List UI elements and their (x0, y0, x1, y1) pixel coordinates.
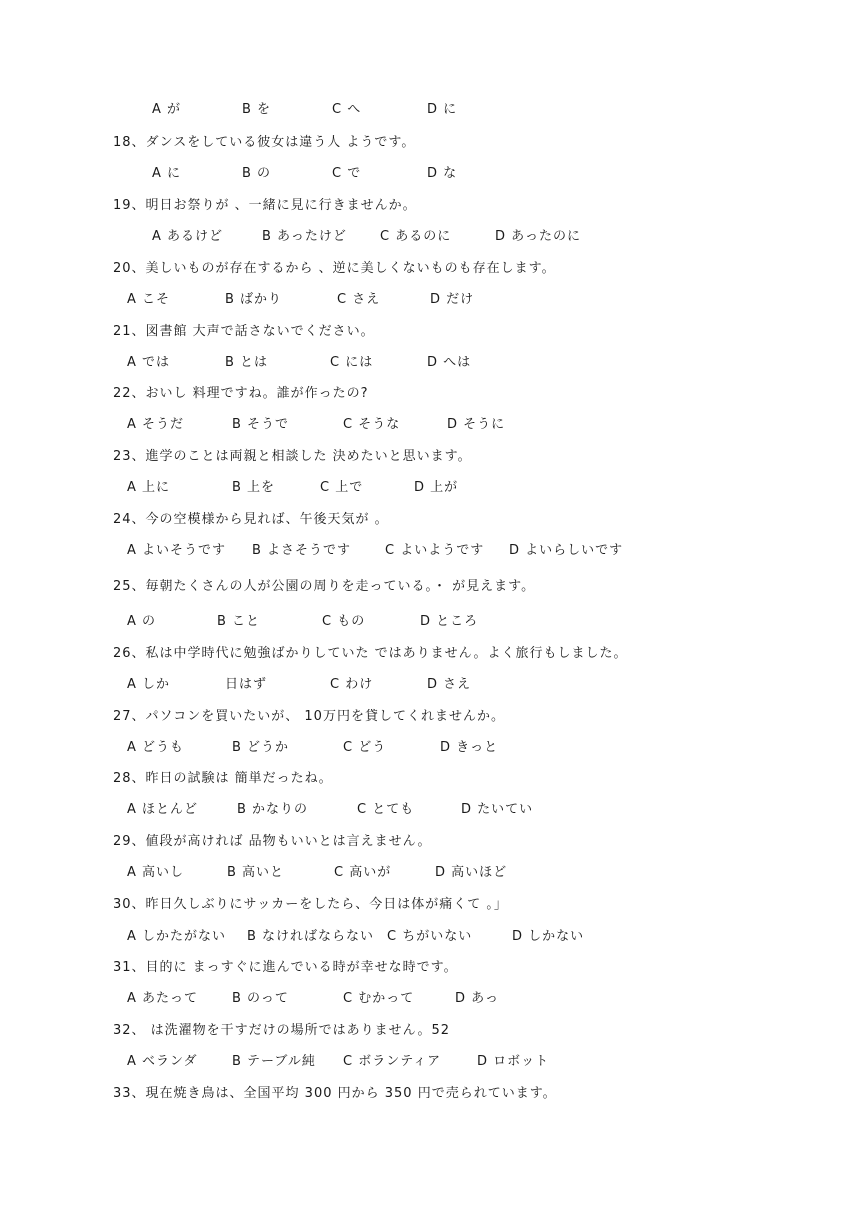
answer-option: C へ (332, 102, 362, 117)
question-text: 23、進学のことは両親と相談した 決めたいと思います。 (113, 449, 472, 464)
question-text: 20、美しいものが存在するから 、逆に美しくないものも存在します。 (113, 261, 556, 276)
answer-option: C には (330, 355, 374, 370)
answer-option: D そうに (447, 417, 506, 432)
answer-option: D よいらしいです (509, 543, 624, 558)
answer-option: B かなりの (237, 802, 309, 817)
answer-option: D へは (427, 355, 472, 370)
answer-option: A どうも (127, 740, 185, 755)
question-text: 32、 は洗濯物を干すだけの場所ではありません。52 (113, 1023, 450, 1038)
answer-option: C もの (322, 614, 366, 629)
answer-option: D ところ (420, 614, 479, 629)
answer-option: C どう (343, 740, 387, 755)
answer-option: A ほとんど (127, 802, 199, 817)
answer-option: B の (242, 166, 272, 181)
answer-option: C さえ (337, 292, 381, 307)
answer-option: A しかたがない (127, 929, 227, 944)
answer-option: A では (127, 355, 171, 370)
answer-option: C わけ (330, 677, 374, 692)
answer-option: C あるのに (380, 229, 452, 244)
question-text: 30、昨日久しぶりにサッカーをしたら、今日は体が痛くて 。」 (113, 897, 508, 912)
answer-option: C 高いが (334, 865, 392, 880)
answer-option: B のって (232, 991, 289, 1006)
answer-option: C よいようです (385, 543, 485, 558)
answer-option: D 上が (414, 480, 459, 495)
answer-option: B どうか (232, 740, 290, 755)
answer-option: C ボランティア (343, 1054, 442, 1069)
question-text: 27、パソコンを買いたいが、 10万円を貸してくれませんか。 (113, 709, 505, 724)
answer-option: B あったけど (262, 229, 347, 244)
question-text: 22、おいし 料理ですね。誰が作ったの? (113, 386, 369, 401)
answer-option: 日はず (225, 677, 268, 692)
answer-option: D しかない (512, 929, 585, 944)
answer-option: B テーブル純 (232, 1054, 316, 1069)
answer-option: B 高いと (227, 865, 285, 880)
answer-option: B ばかり (225, 292, 283, 307)
answer-option: A の (127, 614, 157, 629)
answer-option: B なければならない (247, 929, 375, 944)
answer-option: C ちがいない (387, 929, 473, 944)
question-text: 29、値段が高ければ 品物もいいとは言えません。 (113, 834, 432, 849)
answer-option: D たいてい (461, 802, 534, 817)
answer-option: A が (152, 102, 182, 117)
answer-option: B 上を (232, 480, 276, 495)
answer-option: A ベランダ (127, 1054, 198, 1069)
question-text: 18、ダンスをしている彼女は違う人 ようです。 (113, 135, 416, 150)
answer-option: B を (242, 102, 272, 117)
question-text: 26、私は中学時代に勉強ばかりしていた ではありません。よく旅行もしました。 (113, 646, 628, 661)
answer-option: B そうで (232, 417, 290, 432)
answer-option: D に (427, 102, 458, 117)
answer-option: D さえ (427, 677, 472, 692)
answer-option: A あるけど (152, 229, 224, 244)
answer-option: D な (427, 166, 458, 181)
question-text: 31、目的に まっすぐに進んでいる時が幸せな時です。 (113, 960, 458, 975)
question-text: 33、現在焼き鳥は、全国平均 300 円から 350 円で売られています。 (113, 1086, 557, 1101)
answer-option: A あたって (127, 991, 199, 1006)
question-text: 28、昨日の試験は 簡単だったね。 (113, 771, 333, 786)
answer-option: C で (332, 166, 362, 181)
question-text: 19、明日お祭りが 、一緒に見に行きませんか。 (113, 198, 417, 213)
answer-option: A しか (127, 677, 171, 692)
answer-option: D だけ (430, 292, 475, 307)
answer-option: C 上で (320, 480, 364, 495)
answer-option: C そうな (343, 417, 401, 432)
answer-option: A こそ (127, 292, 171, 307)
answer-option: A そうだ (127, 417, 185, 432)
answer-option: A に (152, 166, 182, 181)
answer-option: A 上に (127, 480, 171, 495)
answer-option: B こと (217, 614, 261, 629)
answer-option: D きっと (440, 740, 499, 755)
answer-option: B とは (225, 355, 269, 370)
answer-option: D ロボット (477, 1054, 550, 1069)
answer-option: D 高いほど (435, 865, 508, 880)
answer-option: B よさそうです (252, 543, 352, 558)
answer-option: A よいそうです (127, 543, 227, 558)
answer-option: D あったのに (495, 229, 582, 244)
answer-option: C とても (357, 802, 415, 817)
answer-option: A 高いし (127, 865, 185, 880)
question-text: 21、図書館 大声で話さないでください。 (113, 324, 375, 339)
question-text: 24、今の空模様から見れば、午後天気が 。 (113, 512, 389, 527)
question-text: 25、毎朝たくさんの人が公園の周りを走っている。・ が見えます。 (113, 579, 536, 594)
answer-option: C むかって (343, 991, 415, 1006)
answer-option: D あっ (455, 991, 500, 1006)
